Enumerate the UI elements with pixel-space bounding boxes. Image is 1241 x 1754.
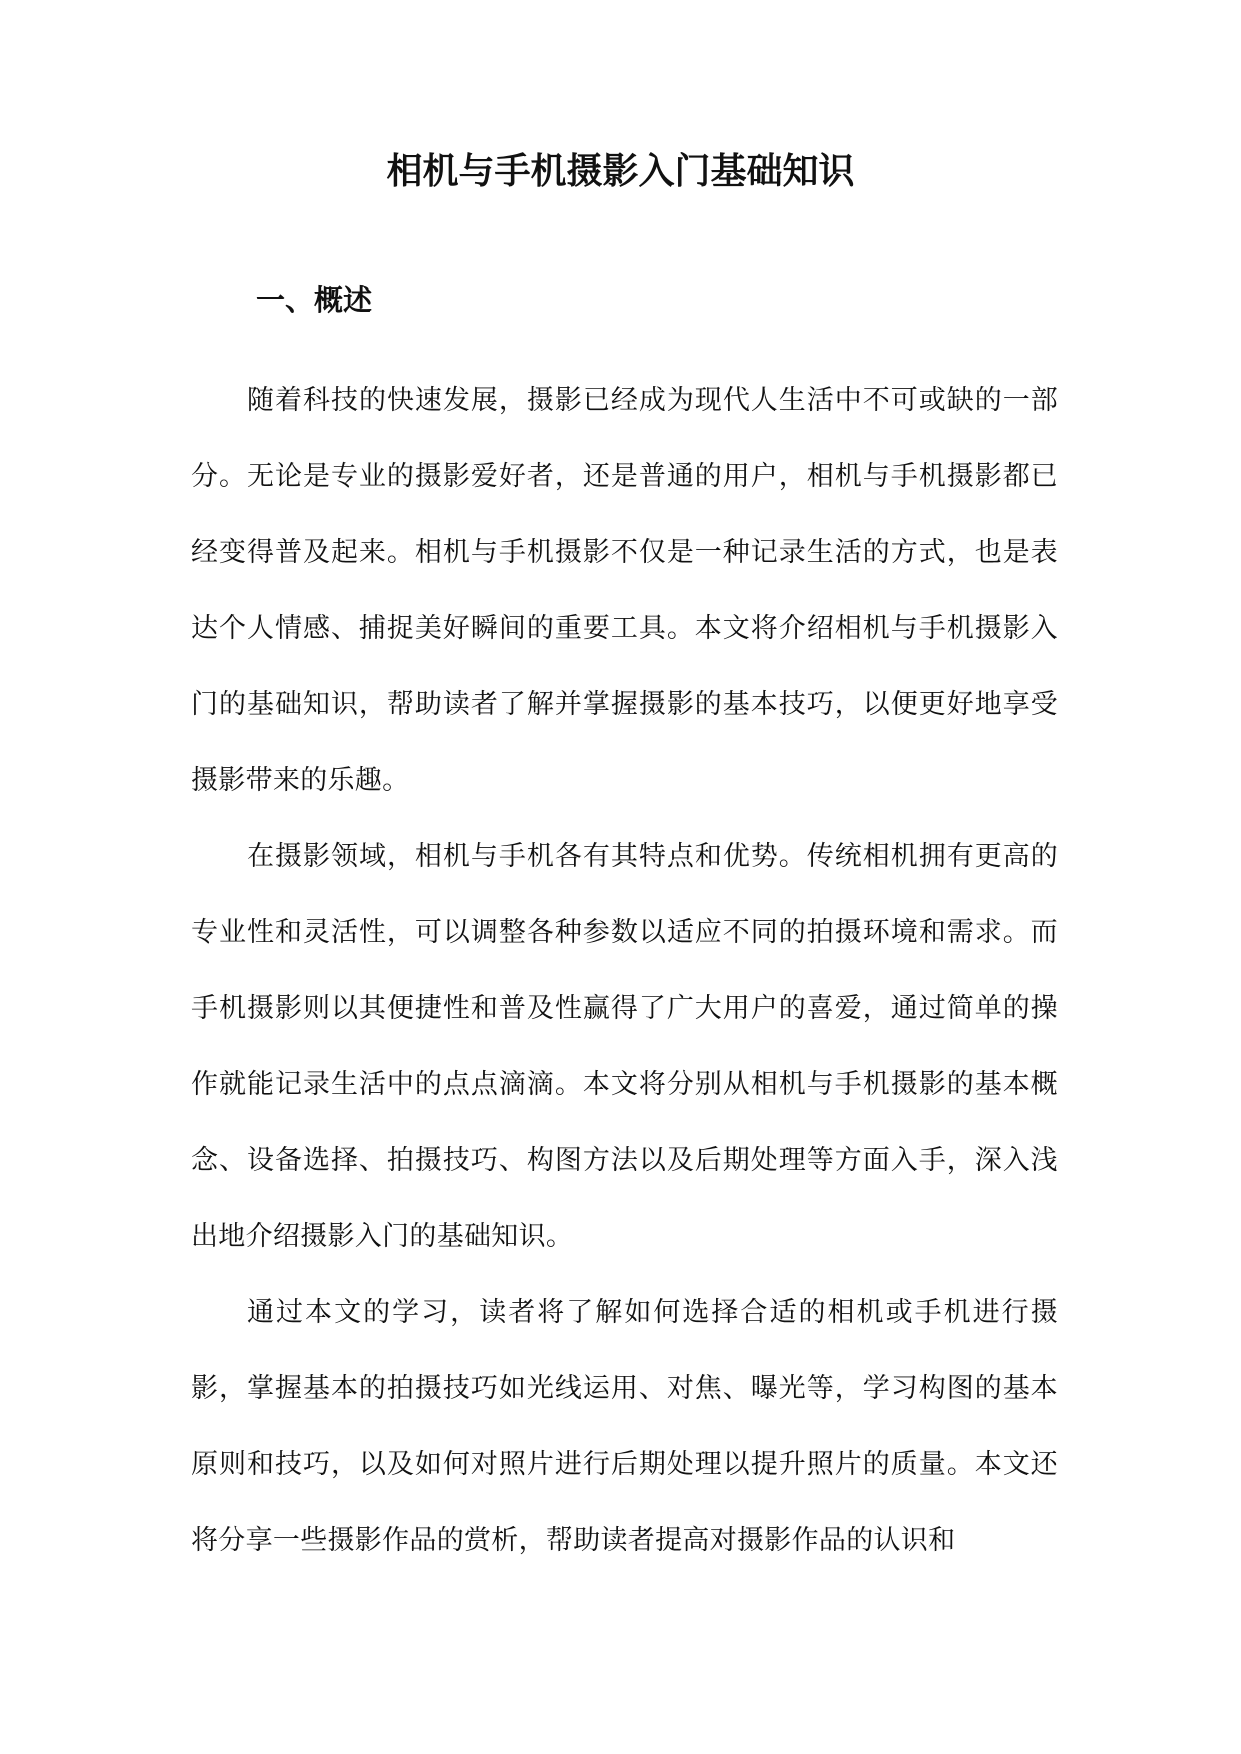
paragraph-2: 在摄影领域，相机与手机各有其特点和优势。传统相机拥有更高的专业性和灵活性，可以调整各种参数以适应不同的拍摄环境和需求。而手机摄影则以其便捷性和普及性赢得了广大用户的喜爱，通过简单的操作就能记录生活中的点点滴滴。本文将分别从相机与手机摄影的基本概念、设备选择、拍摄技巧、构图方法以及后期处理等方面入手，深入浅出地介绍摄影入门的基础知识。 (191, 841, 1058, 1252)
paragraph-3: 通过本文的学习，读者将了解如何选择合适的相机或手机进行摄影，掌握基本的拍摄技巧如光线运用、对焦、曝光等，学习构图的基本原则和技巧，以及如何对照片进行后期处理以提升照片的质量。本文还将分享一些摄影作品的赏析，帮助读者提高对摄影作品的认识和 (191, 1297, 1058, 1556)
paragraph-1: 随着科技的快速发展，摄影已经成为现代人生活中不可或缺的一部分。无论是专业的摄影爱好者，还是普通的用户，相机与手机摄影都已经变得普及起来。相机与手机摄影不仅是一种记录生活的方式，也是表达个人情感、捕捉美好瞬间的重要工具。本文将介绍相机与手机摄影入门的基础知识，帮助读者了解并掌握摄影的基本技巧，以便更好地享受摄影带来的乐趣。 (191, 385, 1058, 796)
document-title: 相机与手机摄影入门基础知识 (386, 151, 855, 192)
section-body (191, 363, 1058, 1579)
section-heading: 一、概述 (256, 283, 373, 317)
